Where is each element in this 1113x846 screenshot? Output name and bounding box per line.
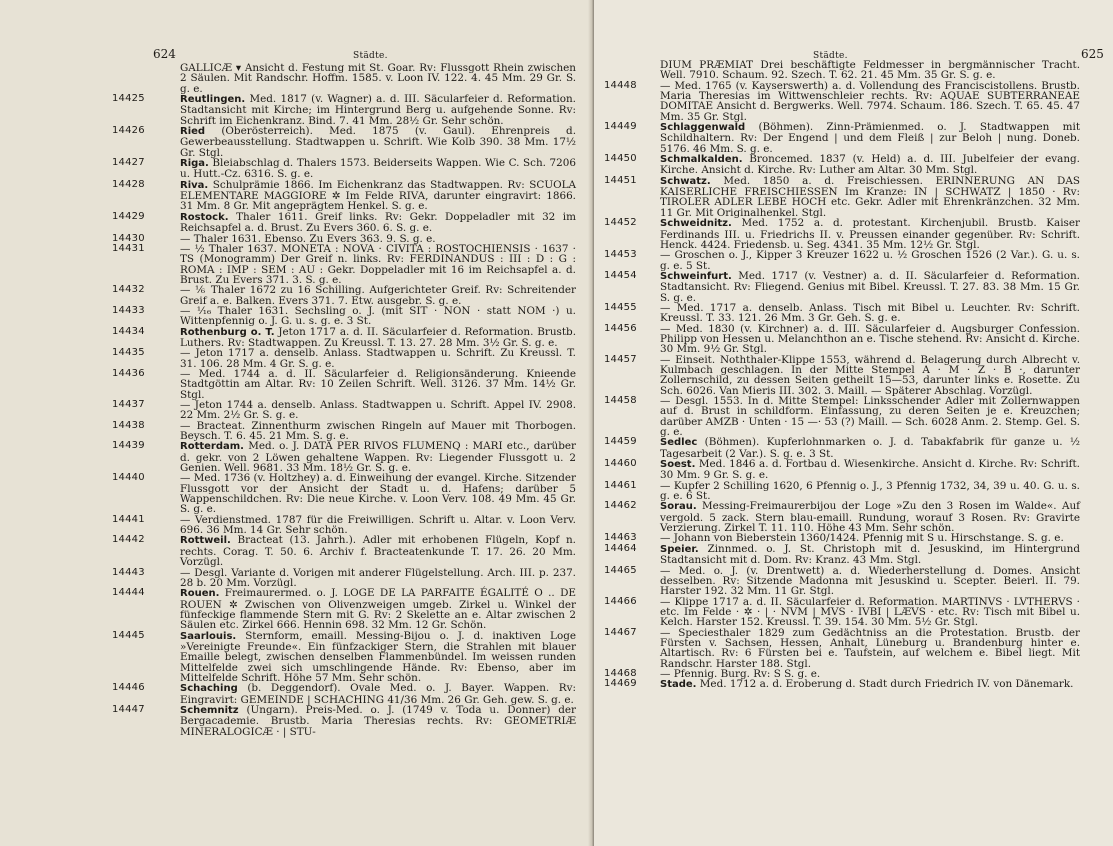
lot-number: 14425 bbox=[112, 93, 145, 105]
entry-description: Desgl. Variante d. Vorigen mit anderer Flügelstellung. Arch. III. p. 237. 28 b. 20 Mm. Vorzügl. bbox=[180, 566, 576, 589]
lot-number: 14454 bbox=[604, 269, 637, 281]
lot-number: 14435 bbox=[112, 347, 145, 359]
ditto-dash: — bbox=[660, 626, 671, 639]
entry-description: GALLICÆ ▾ Ansicht d. Festung mit St. Goar. Rv: Flussgott Rhein zwischen 2 Säulen. Mit Randschr. Hoffm. 1585. v. Loon IV. 122. 4. 45 Mm. 29 Gr. S. g. e. bbox=[180, 62, 576, 95]
ditto-dash: — bbox=[180, 566, 191, 579]
lot-number: 14429 bbox=[112, 210, 145, 222]
lot-number: 14450 bbox=[604, 153, 637, 165]
catalog-entry bbox=[112, 93, 576, 127]
lot-number: 14460 bbox=[604, 458, 637, 470]
entry-description: (Böhmen). Kupferlohnmarken o. J. d. Tabakfabrik für ganze u. ½ Tagesarbeit (2 Var.). S. g. e. 3 St. bbox=[660, 436, 1080, 460]
page-number-left: 624 bbox=[153, 47, 176, 61]
ditto-dash: — bbox=[180, 304, 191, 317]
ditto-dash: — bbox=[180, 347, 191, 360]
ditto-dash: — bbox=[660, 322, 671, 335]
catalog-entry bbox=[604, 217, 1080, 251]
catalog-entry bbox=[604, 595, 1080, 629]
lot-number: 14463 bbox=[604, 532, 637, 544]
ditto-dash: — bbox=[660, 564, 671, 577]
entry-description: (b. Deggendorf). Ovale Med. o. J. Bayer. Wappen. Rv: Eingravirt: GEMEINDE | SCHACHING 41/36 Mm. 26 Gr. Geh. gew. S. g. e. bbox=[180, 682, 576, 706]
lot-number: 14440 bbox=[112, 472, 145, 484]
ditto-dash: — bbox=[660, 532, 671, 545]
place-name: Sedlec bbox=[660, 437, 698, 449]
catalog-entry bbox=[628, 60, 1080, 81]
ditto-dash: — bbox=[180, 513, 191, 526]
lot-number: 14456 bbox=[604, 322, 637, 334]
lot-number: 14431 bbox=[112, 242, 145, 254]
lot-number: 14443 bbox=[112, 566, 145, 578]
right-entries bbox=[604, 59, 1080, 691]
catalog-entry bbox=[604, 395, 1080, 439]
catalog-entry bbox=[604, 269, 1080, 304]
catalog-entry bbox=[112, 157, 576, 181]
entry-description: Freimaurermed. o. J. LOGE DE LA PARFAITE ÉGALITÉ O .. DE ROUEN ✲ Zwischen von Olivenzweigen umgeb. Zirkel u. Winkel der fünfeckige flammende Stern mit G. Rv: 2 Skelette an e. Altar zwischen 2 Säulen etc. Zirkel 666. Hennin 698. 32 Mm. 12 Gr. Schön. bbox=[180, 587, 576, 632]
place-name: Rouen. bbox=[180, 588, 220, 600]
catalog-entry bbox=[112, 534, 576, 569]
lot-number: 14465 bbox=[604, 564, 637, 576]
lot-number: 14466 bbox=[604, 595, 637, 607]
place-name: Rostock. bbox=[180, 211, 229, 223]
entry-description: Bracteat. Zinnenthurm zwischen Ringeln auf Mauer mit Thorbogen. Beysch. T. 6. 45. 21 Mm. S. g. e. bbox=[180, 419, 577, 443]
place-name: Speier. bbox=[660, 543, 699, 555]
entry-description: Zinnmed. o. J. St. Christoph mit d. Jesuskind, im Hintergrund Stadtansicht mit d. Dom. Rv: Kranz. 43 Mm. Stgl. bbox=[660, 542, 1080, 567]
catalog-entry bbox=[112, 472, 576, 516]
place-name: Rothenburg o. T. bbox=[180, 326, 275, 338]
catalog-entry bbox=[112, 347, 576, 370]
lot-number: 14464 bbox=[604, 542, 637, 554]
catalog-entry bbox=[604, 542, 1080, 567]
catalog-entry bbox=[112, 284, 576, 307]
ditto-dash: — bbox=[180, 472, 191, 485]
entry-description: Kupfer 2 Schilling 1620, 6 Pfennig o. J., 3 Pfennig 1732, 34, 39 u. 40. G. u. s. g. e. 6 St. bbox=[660, 479, 1080, 503]
catalog-entry bbox=[604, 121, 1080, 155]
place-name: Riga. bbox=[180, 158, 209, 170]
entry-description: Jeton 1717 a. denselb. Anlass. Stadtwappen u. Schrift. Zu Kreussl. T. 31. 106. 28 Mm. 4 Gr. S. g. e. bbox=[180, 347, 576, 370]
catalog-entry bbox=[112, 703, 576, 738]
entry-description: Med. 1830 (v. Kirchner) a. d. III. Säcularfeier d. Augsburger Confession. Philipp von Hessen u. Melanchthon an e. Tische stehend. Rv: Ansicht d. Kirche. 30 Mm. 9½ Gr. Stgl. bbox=[660, 322, 1080, 356]
entry-description: (Böhmen). Zinn-Prämienmed. o. J. Stadtwappen mit Schildhaltern. Rv: Der Engend | und dem Fleiß | zur Beloh | nung. Doneb. 5176. 46 Mm. S. g. e. bbox=[660, 121, 1080, 155]
entry-description: Jeton 1717 a. d. II. Säcularfeier d. Reformation. Brustb. Luthers. Rv: Stadtwappen. Zu Kreussl. T. 13. 27. 28 Mm. 3½ Gr. S. g. e. bbox=[180, 325, 576, 349]
lot-number: 14428 bbox=[112, 178, 145, 190]
ditto-dash: — bbox=[660, 249, 671, 262]
entry-description: ½ Thaler 1637. MONETA : NOVA · CIVITA : ROSTOCHIENSIS · 1637 · TS (Monogramm) Der Greif n. links. Rv: FERDINANDUS : III : D : G : ROMA : IMP : SEM : AU : Gekr. Doppeladler mit 16 im Reichsapfel a. d. Brust. Zu Evers 371. 3. S. g. e. bbox=[180, 242, 576, 286]
entry-description: Med. 1736 (v. Holtzhey) a. d. Einweihung der evangel. Kirche. Sitzender Flussgott vor der Ansicht der Stadt u. d. Hafens; darüber 5 Wappenschildchen. Rv: Die neue Kirche. v. Loon Verv. 108. 49 Mm. 45 Gr. S. g. e. bbox=[180, 472, 576, 516]
entry-description: Med. o. J. (v. Drentwett) a. d. Wiederherstellung d. Domes. Ansicht desselben. Rv: Sitzende Madonna mit Jesuskind u. Scepter. Beierl. II. 79. Harster 192. 32 Mm. 11 Gr. Stgl. bbox=[660, 564, 1080, 598]
running-head-right: Städte. bbox=[813, 51, 848, 61]
catalog-entry bbox=[112, 587, 576, 632]
catalog-entry bbox=[604, 436, 1080, 460]
lot-number: 14462 bbox=[604, 500, 637, 512]
place-name: Riva. bbox=[180, 179, 209, 191]
place-name: Schweidnitz. bbox=[660, 218, 732, 230]
lot-number: 14437 bbox=[112, 399, 145, 410]
ditto-dash: — bbox=[180, 242, 191, 255]
left-entries bbox=[112, 62, 577, 738]
lot-number: 14442 bbox=[112, 534, 145, 546]
entry-description: Jeton 1744 a. denselb. Anlass. Stadtwappen u. Schrift. Appel IV. 2908. 22 Mm. 2½ Gr. S. g. e. bbox=[180, 399, 576, 422]
entry-description: Med. 1752 a. d. protestant. Kirchenjubil. Brustb. Kaiser Ferdinands III. u. Friedrichs II. v. Preussen einander gegenüber. Rv: Schrift. Henck. 4424. Friedensb. u. Seg. 4341. 35 Mm. 12½ Gr. Stgl. bbox=[660, 217, 1080, 251]
catalog-entry bbox=[148, 63, 576, 94]
entry-description: Bracteat (13. Jahrh.). Adler mit erhobenen Flügeln, Kopf n. rechts. Corag. T. 50. 6. Archiv f. Bracteatenkunde T. 17. 26. 20 Mm. Vorzügl. bbox=[180, 534, 576, 569]
catalog-entry bbox=[604, 322, 1080, 356]
lot-number: 14455 bbox=[604, 301, 637, 313]
catalog-entry bbox=[604, 249, 1080, 272]
place-name: Soest. bbox=[660, 459, 696, 471]
lot-number: 14427 bbox=[112, 157, 145, 169]
entry-description: Pfennig. Burg. Rv: S S. g. e. bbox=[673, 667, 821, 680]
entry-description: Einseit. Noththaler-Klippe 1553, während d. Belagerung durch Albrecht v. Kulmbach geschlagen. In der Mitte Stempel A · M · Z · B ·, darunter Zollernschild, zu dessen Seiten getheilt 15—53, darunter links e. Rosette. Zu Sch. 6026. Van Mieris III. 302. 3. Maill. — Späterer Abschlag. Vorzügl. bbox=[660, 353, 1080, 397]
lot-number: 14433 bbox=[112, 304, 145, 316]
entry-description: Verdienstmed. 1787 für die Freiwilligen. Schrift u. Altar. v. Loon Verv. 696. 36 Mm. 14 Gr. Sehr schön. bbox=[180, 513, 576, 537]
ditto-dash: — bbox=[660, 353, 671, 366]
right-page bbox=[594, 0, 1113, 846]
entry-description: Med. 1765 (v. Kayserswerth) a. d. Vollendung des Franciscistollens. Brustb. Maria Theresias im Wittwenschleier rechts. Rv: AQUAE SUBTERRANEAE DOMITAE Ansicht d. Bergwerks. Well. 7974. Schaum. 186. Szech. T. 65. 45. 47 Mm. 35 Gr. Stgl. bbox=[660, 79, 1080, 123]
entry-description: ¹⁄₁₆ Thaler 1631. Sechsling o. J. (mit SIT · NON · statt NOM ·) u. Wittenpfennig o. J. G. u. s. g. e. 3 St. bbox=[180, 304, 576, 328]
lot-number: 14445 bbox=[112, 629, 145, 641]
catalog-entry bbox=[604, 678, 1080, 691]
catalog-entry bbox=[112, 304, 576, 328]
catalog-entry bbox=[604, 174, 1080, 219]
catalog-entry bbox=[112, 629, 576, 684]
lot-number: 14449 bbox=[604, 121, 637, 133]
place-name: Sorau. bbox=[660, 501, 697, 513]
entry-description: Med. 1717 a. denselb. Anlass. Tisch mit Bibel u. Leuchter. Rv: Schrift. Kreussl. T. 33. 121. 26 Mm. 3 Gr. Geh. S. g. e. bbox=[660, 301, 1080, 325]
catalog-entry bbox=[604, 301, 1080, 325]
lot-number: 14446 bbox=[112, 682, 145, 694]
catalog-entry bbox=[112, 419, 577, 443]
place-name: Schaching bbox=[180, 683, 238, 695]
lot-number: 14452 bbox=[604, 217, 637, 229]
catalog-entry bbox=[604, 500, 1080, 535]
entry-description: ⅙ Thaler 1672 zu 16 Schilling. Aufgerichteter Greif. Rv: Schreitender Greif a. e. Balken. Evers 371. 7. Etw. ausgebr. S. g. e. bbox=[180, 284, 576, 307]
page-number-right: 625 bbox=[1081, 47, 1104, 61]
catalog-entry bbox=[112, 399, 576, 422]
lot-number: 14468 bbox=[604, 667, 637, 679]
running-head-left: Städte. bbox=[353, 51, 388, 61]
catalog-entry bbox=[604, 458, 1080, 482]
lot-number: 14438 bbox=[112, 419, 145, 431]
place-name: Schemnitz bbox=[180, 704, 239, 716]
lot-number: 14430 bbox=[112, 232, 145, 244]
catalog-entry bbox=[112, 325, 576, 349]
catalog-entry bbox=[112, 440, 577, 475]
ditto-dash: — bbox=[180, 419, 191, 432]
catalog-entry bbox=[112, 367, 576, 401]
entry-description: Desgl. 1553. In d. Mitte Stempel: Linksschender Adler mit Zollernwappen auf d. Brust in schildform. Einfassung, zu deren Seiten je e. Kreuzchen; darüber AMZB · Unten · 15 —· 53 (?) Maill. — Sch. 6028 Anm. 2. Stemp. Gel. S. g. e. bbox=[660, 395, 1080, 439]
lot-number: 14436 bbox=[112, 367, 145, 379]
ditto-dash: — bbox=[660, 595, 671, 608]
entry-description: Messing-Freimaurerbijou der Loge »Zu den 3 Rosen im Walde«. Auf vergold. 5 zack. Stern blau-emaill. Rundung, worauf 3 Rosen. Rv: Gravirte Verzierung. Zirkel T. 11. 110. Höhe 43 Mm. Sehr schön. bbox=[660, 500, 1080, 535]
catalog-entry bbox=[604, 479, 1080, 503]
catalog-entry bbox=[112, 178, 576, 213]
catalog-entry bbox=[112, 566, 576, 589]
entry-description: Sternform, emaill. Messing-Bijou o. J. d. inaktiven Loge »Vereinigte Freunde«. Ein fünfzackiger Stern, die Strahlen mit blauer Emaille belegt, zwischen denselben Flammenbündel. Im weissen runden Mittelfelde zwei sich umschlingende Hände. Rv: Ebenso, aber im Mittelfelde Schrift. Höhe 57 Mm. Sehr schön. bbox=[180, 629, 576, 684]
place-name: Schlaggenwald bbox=[660, 122, 746, 134]
catalog-entry bbox=[112, 682, 576, 706]
lot-number: 14451 bbox=[604, 174, 637, 186]
entry-description: DIUM PRÆMIAT Drei beschäftigte Feldmesser in bergmännischer Tracht. Well. 7910. Schaum. 92. Szech. T. 62. 21. 45 Mm. 35 Gr. S. g. e. bbox=[660, 59, 1080, 82]
lot-number: 14444 bbox=[112, 587, 145, 599]
ditto-dash: — bbox=[180, 232, 191, 245]
ditto-dash: — bbox=[180, 367, 191, 380]
entry-description: Med. 1817 (v. Wagner) a. d. III. Säcularfeier d. Reformation. Stadtansicht mit Kirche; im Hintergrund Berg u. aufgehende Sonne. Rv: Schrift im Eichenkranz. Bind. 7. 41 Mm. 28½ Gr. Sehr schön. bbox=[180, 93, 576, 127]
lot-number: 14434 bbox=[112, 325, 145, 337]
lot-number: 14461 bbox=[604, 479, 637, 491]
catalog-entry bbox=[112, 513, 576, 537]
lot-number: 14469 bbox=[604, 678, 637, 690]
lot-number: 14432 bbox=[112, 284, 145, 296]
place-name: Stade. bbox=[660, 679, 697, 691]
lot-number: 14439 bbox=[112, 440, 145, 452]
lot-number: 14457 bbox=[604, 353, 637, 365]
lot-number: 14458 bbox=[604, 395, 637, 406]
ditto-dash: — bbox=[180, 399, 191, 411]
place-name: Schwatz. bbox=[660, 175, 711, 187]
entry-description: Med. 1717 (v. Vestner) a. d. II. Säcularfeier d. Reformation. Stadtansicht. Rv: Fliegend. Genius mit Bibel. Kreussl. T. 27. 83. 38 Mm. 15 Gr. S. g. e. bbox=[660, 269, 1080, 304]
entry-description: Schulprämie 1866. Im Eichenkranz das Stadtwappen. Rv: SCUOLA ELEMENTARE MAGGIORE ✲ Im Felde RIVA, darunter eingravirt: 1866. 31 Mm. 8 Gr. Mit angeprägtem Henkel. S. g. e. bbox=[180, 178, 576, 213]
lot-number: 14447 bbox=[112, 703, 145, 715]
catalog-entry bbox=[604, 626, 1080, 670]
lot-number: 14426 bbox=[112, 125, 145, 137]
lot-number: 14448 bbox=[604, 79, 637, 91]
entry-description: Speciesthaler 1829 zum Gedächtniss an die Protestation. Brustb. der Fürsten v. Sachsen, Hessen, Anhalt, Lüneburg u. Brandenburg hinter e. Altartisch. Rv: 6 Fürsten bei e. Taufstein, auf welchem e. Bibel liegt. Mit Randschr. Harster 188. Stgl. bbox=[660, 626, 1080, 670]
entry-description: Med. 1846 a. d. Fortbau d. Wiesenkirche. Ansicht d. Kirche. Rv: Schrift. 30 Mm. 9 Gr. S. g. e. bbox=[660, 458, 1080, 482]
entry-description: Med. 1712 a. d. Eroberung d. Stadt durch Friedrich IV. von Dänemark. bbox=[699, 678, 1074, 691]
entry-description: Med. 1850 a. d. Freischiessen. ERINNERUNG AN DAS KAISERLICHE FREISCHIESSEN Im Kranze: IN | SCHWATZ | 1850 · Rv: TIROLER ADLER LEBE HOCH etc. Gekr. Adler mit Ehrenkränzchen. 32 Mm. 11 Gr. Mit Originalhenkel. Stgl. bbox=[660, 174, 1080, 219]
entry-description: Med. o. J. DATA PER RIVOS FLUMENQ : MARI etc., darüber d. gekr. von 2 Löwen gehaltene Wappen. Rv: Liegender Flussgott u. 2 Genien. Well. 9681. 33 Mm. 18½ Gr. S. g. e. bbox=[180, 440, 577, 475]
catalog-entry bbox=[112, 125, 576, 159]
lot-number: 14459 bbox=[604, 436, 637, 448]
entry-description: (Oberösterreich). Med. 1875 (v. Gaul). Ehrenpreis d. Gewerbeausstellung. Stadtwappen u. Schrift. Wie Kolb 390. 38 Mm. 17½ Gr. Stgl. bbox=[180, 125, 576, 159]
lot-number: 14453 bbox=[604, 249, 637, 261]
ditto-dash: — bbox=[660, 395, 671, 407]
entry-description: Thaler 1611. Greif links. Rv: Gekr. Doppeladler mit 32 im Reichsapfel a. d. Brust. Zu Evers 360. 6. S. g. e. bbox=[180, 210, 576, 235]
entry-description: Med. 1744 a. d. II. Säcularfeier d. Religionsänderung. Knieende Stadtgöttin am Altar. Rv: 10 Zeilen Schrift. Well. 3126. 37 Mm. 14½ Gr. Stgl. bbox=[180, 367, 576, 401]
place-name: Schmalkalden. bbox=[660, 154, 743, 166]
entry-description: (Ungarn). Preis-Med. o. J. (1749 v. Toda u. Donner) der Bergacademie. Brustb. Maria Theresias rechts. Rv: GEOMETRIÆ MINERALOGICÆ · | STU- bbox=[180, 703, 576, 738]
entry-description: Johann von Bieberstein 1360/1424. Pfennig mit S u. Hirschstange. S. g. e. bbox=[673, 532, 1064, 545]
ditto-dash: — bbox=[660, 479, 671, 492]
catalog-entry bbox=[604, 564, 1080, 598]
ditto-dash: — bbox=[180, 284, 191, 297]
entry-description: Broncemed. 1837 (v. Held) a. d. III. Jubelfeier der evang. Kirche. Ansicht d. Kirche. Rv: Luther am Altar. 30 Mm. Stgl. bbox=[660, 153, 1080, 177]
place-name: Reutlingen. bbox=[180, 94, 246, 106]
lot-number: 14441 bbox=[112, 513, 145, 525]
catalog-entry bbox=[604, 153, 1080, 177]
place-name: Rottweil. bbox=[180, 535, 231, 547]
catalog-entry bbox=[604, 353, 1080, 397]
ditto-dash: — bbox=[660, 667, 671, 680]
catalog-entry bbox=[112, 242, 576, 286]
entry-description: Groschen o. J., Kipper 3 Kreuzer 1622 u. ½ Groschen 1526 (2 Var.). G. u. s. g. e. 5 St. bbox=[660, 249, 1080, 272]
catalog-entry bbox=[604, 79, 1080, 123]
ditto-dash: — bbox=[660, 301, 671, 314]
catalog-entry bbox=[112, 210, 576, 235]
ditto-dash: — bbox=[660, 79, 671, 92]
entry-description: Bleiabschlag d. Thalers 1573. Beiderseits Wappen. Wie C. Sch. 7206 u. Hutt.-Cz. 6316. S. g. e. bbox=[180, 157, 576, 181]
place-name: Schweinfurt. bbox=[660, 270, 732, 282]
place-name: Saarlouis. bbox=[180, 630, 237, 642]
entry-description: Thaler 1631. Ebenso. Zu Evers 363. 9. S. g. e. bbox=[193, 232, 436, 245]
place-name: Rotterdam. bbox=[180, 441, 244, 453]
entry-description: Klippe 1717 a. d. II. Säcularfeier d. Reformation. MARTINVS · LVTHERVS · etc. Im Felde · ✲ · | · NVM | MVS · IVBI | LÆVS · etc. Rv: Tisch mit Bibel u. Kelch. Harster 152. Kreussl. T. 39. 154. 30 Mm. 5½ Gr. Stgl. bbox=[660, 595, 1080, 629]
lot-number: 14467 bbox=[604, 626, 637, 638]
place-name: Ried bbox=[180, 126, 206, 138]
